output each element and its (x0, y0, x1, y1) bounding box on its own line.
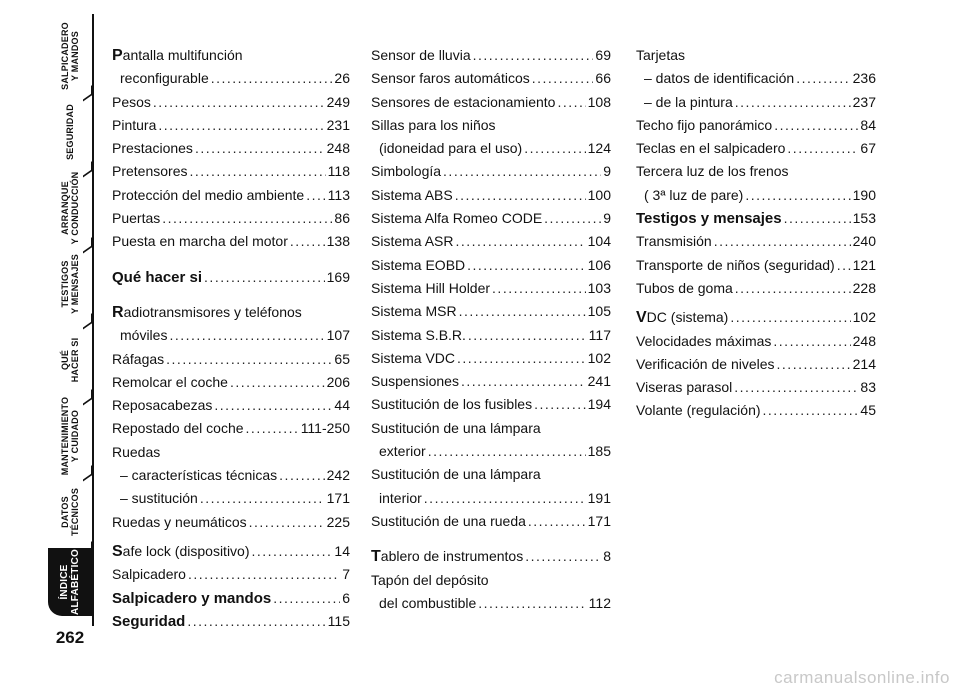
index-entry[interactable]: Volante (regulación) ..... 45 (636, 399, 876, 422)
index-entry[interactable]: – características técnicas ..... 242 (112, 464, 350, 487)
index-entry[interactable]: Protección del medio ambiente ..... 113 (112, 184, 350, 207)
index-entry[interactable]: Sistema ASR ..... 104 (371, 230, 611, 253)
tab-salpicadero[interactable] (48, 22, 92, 90)
index-entry[interactable]: Sustitución de una rueda ..... 171 (371, 510, 611, 533)
index-section-entry[interactable]: Seguridad ..... 115 (112, 610, 350, 633)
index-entry[interactable]: Safe lock (dispositivo) ..... 14 (112, 540, 350, 563)
tab-seguridad[interactable] (48, 98, 92, 166)
index-section-entry[interactable]: Salpicadero y mandos ..... 6 (112, 587, 350, 610)
index-entry[interactable]: Sistema EOBD ..... 106 (371, 254, 611, 277)
index-section-entry[interactable]: Testigos y mensajes ..... 153 (636, 207, 876, 230)
index-entry[interactable]: Pesos ..... 249 (112, 91, 350, 114)
index-entry[interactable]: reconfigurable ..... 26 (112, 67, 350, 90)
tab-label: MANTENIMIENTO Y CUIDADO (60, 396, 80, 476)
index-entry[interactable]: Puesta en marcha del motor ..... 138 (112, 230, 350, 253)
tab-mantenimiento[interactable] (48, 396, 92, 476)
index-entry[interactable]: – datos de identificación ..... 236 (636, 67, 876, 90)
index-entry[interactable]: Pretensores ..... 118 (112, 160, 350, 183)
index-entry[interactable]: Verificación de niveles ..... 214 (636, 353, 876, 376)
index-entry[interactable]: Prestaciones ..... 248 (112, 137, 350, 160)
index-column-3 (636, 44, 876, 423)
index-entry[interactable]: Sistema ABS ..... 100 (371, 184, 611, 207)
index-entry[interactable]: del combustible ..... 112 (371, 592, 611, 615)
index-entry[interactable]: Simbología ..... 9 (371, 160, 611, 183)
index-entry[interactable]: Sistema VDC ..... 102 (371, 347, 611, 370)
index-entry[interactable]: Pintura ..... 231 (112, 114, 350, 137)
tab-label: SALPICADERO Y MANDOS (60, 22, 80, 90)
index-entry[interactable]: Sistema MSR ..... 105 (371, 300, 611, 323)
index-entry[interactable]: Sensores de estacionamiento ..... 108 (371, 91, 611, 114)
index-entry: Sustitución de una lámpara (371, 466, 541, 483)
index-entry[interactable]: exterior ..... 185 (371, 440, 611, 463)
tab-arranque[interactable] (48, 171, 92, 245)
index-entry[interactable]: Ráfagas ..... 65 (112, 348, 350, 371)
index-entry[interactable]: Tablero de instrumentos ..... 8 (371, 545, 611, 568)
index-entry[interactable]: interior ..... 191 (371, 487, 611, 510)
tab-label: DATOS TÉCNICOS (60, 487, 80, 537)
index-entry[interactable]: VDC (sistema) ..... 102 (636, 306, 876, 329)
tab-label: SEGURIDAD (65, 104, 75, 160)
index-entry[interactable]: Sistema Alfa Romeo CODE ..... 9 (371, 207, 611, 230)
index-entry: Tapón del depósito (371, 571, 489, 588)
tab-label: ARRANQUE Y CONDUCCIÓN (60, 171, 80, 245)
index-entry: Tercera luz de los frenos (636, 163, 789, 180)
index-entry: Pantalla multifunción (112, 47, 243, 64)
tab-que-hacer[interactable] (48, 326, 92, 394)
index-entry[interactable]: Transmisión ..... 240 (636, 230, 876, 253)
tab-testigos[interactable] (48, 250, 92, 318)
index-entry[interactable]: Sistema Hill Holder ..... 103 (371, 277, 611, 300)
index-entry[interactable]: – de la pintura ..... 237 (636, 91, 876, 114)
tab-label: ÍNDICE ALFABÉTICO (59, 549, 81, 615)
tab-datos-tecnicos[interactable] (48, 478, 92, 546)
index-entry[interactable]: Salpicadero ..... 7 (112, 563, 350, 586)
index-entry[interactable]: Puertas ..... 86 (112, 207, 350, 230)
index-entry[interactable]: Remolcar el coche ..... 206 (112, 371, 350, 394)
index-entry[interactable]: Sistema S.B.R. ..... 117 (371, 324, 611, 347)
index-entry[interactable]: Ruedas y neumáticos ..... 225 (112, 511, 350, 534)
page-number: 262 (55, 628, 85, 647)
index-entry[interactable]: Repostado del coche ..... 111-250 (112, 417, 350, 440)
index-entry[interactable]: Sustitución de los fusibles ..... 194 (371, 393, 611, 416)
index-entry: Ruedas (112, 443, 161, 460)
tab-label: TESTIGOS Y MENSAJES (60, 254, 80, 314)
index-entry[interactable]: – sustitución ..... 171 (112, 487, 350, 510)
index-entry[interactable]: Techo fijo panorámico ..... 84 (636, 114, 876, 137)
section-tabs (0, 0, 100, 692)
index-entry[interactable]: Transporte de niños (seguridad) ..... 121 (636, 254, 876, 277)
index-entry[interactable]: Reposacabezas ..... 44 (112, 394, 350, 417)
index-entry[interactable]: Teclas en el salpicadero ..... 67 (636, 137, 876, 160)
index-entry: Radiotransmisores y teléfonos (112, 303, 302, 321)
index-entry[interactable]: Velocidades máximas ..... 248 (636, 330, 876, 353)
index-entry: Sustitución de una lámpara (371, 419, 541, 436)
index-column-2 (371, 44, 611, 615)
index-entry[interactable]: Sensor faros automáticos ..... 66 (371, 67, 611, 90)
index-entry[interactable]: ( 3ª luz de pare) ..... 190 (636, 184, 876, 207)
index-entry[interactable]: Viseras parasol ..... 83 (636, 376, 876, 399)
index-entry[interactable]: Tubos de goma ..... 228 (636, 277, 876, 300)
watermark-footer: carmanualsonline.info (774, 668, 950, 687)
index-entry: Sillas para los niños (371, 116, 496, 133)
index-entry[interactable]: Sensor de lluvia ..... 69 (371, 44, 611, 67)
index-entry: Tarjetas (636, 47, 686, 63)
tab-indice-alfabetico[interactable] (48, 548, 92, 616)
index-entry[interactable]: (idoneidad para el uso) ..... 124 (371, 137, 611, 160)
tab-label: QUÉ HACER SI (60, 337, 80, 383)
index-section-entry[interactable]: Qué hacer si ..... 169 (112, 266, 350, 289)
index-entry[interactable]: Suspensiones ..... 241 (371, 370, 611, 393)
index-column-1 (112, 44, 350, 633)
index-entry[interactable]: móviles ..... 107 (112, 324, 350, 347)
